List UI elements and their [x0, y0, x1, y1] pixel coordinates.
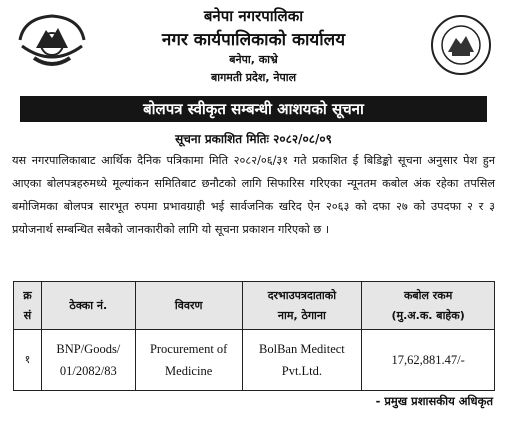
municipality-seal-icon	[430, 14, 492, 76]
cell-serial: १	[14, 330, 42, 391]
col-description: विवरण	[135, 282, 242, 330]
notice-body: यस नगरपालिकाबाट आर्थिक दैनिक पत्रिकामा मिति २०८२/०६/३१ गते प्रकाशित ई बिडिङ्को सूचना अनुसार पेश हुन आएका बोलपत्रहरुमध्ये मूल्यांकन समितिबाट छनौटको लागि सिफारिस गरिएका न्यूनतम कबोल अंक रहेका तपसिल बमोजिमका बोलपत्र सारभूत रुपमा प्रभावग्राही भई सार्वजनिक खरिद ऐन २०६३ को दफा २७ को उपदफा २ र ३ प्रयोजनार्थ सम्बन्धित सबैको जानकारीको लागि यो सूचना प्रकाशन गरिएको छ ।	[12, 154, 495, 236]
office-location: बनेपा, काभ्रे	[229, 53, 278, 66]
cell-description: Procurement of Medicine	[135, 330, 242, 391]
office-province: बागमती प्रदेश, नेपाल	[210, 71, 297, 84]
col-contract-no: ठेक्का नं.	[41, 282, 135, 330]
cell-amount: 17,62,881.47/-	[362, 330, 495, 391]
cell-bidder: BolBan Meditect Pvt.Ltd.	[242, 330, 362, 391]
col-bidder: दरभाउपत्रदाताको नाम, ठेगाना	[242, 282, 362, 330]
table-row	[14, 330, 495, 391]
col-serial: क्र सं	[14, 282, 42, 330]
notice-header	[0, 0, 507, 110]
notice-title: बोलपत्र स्वीकृत सम्बन्धी आशयको सूचना	[20, 96, 487, 122]
cell-contract-no: BNP/Goods/ 01/2082/83	[41, 330, 135, 391]
published-date: सूचना प्रकाशित मितिः २०८२/०८/०९	[175, 132, 332, 146]
office-name: नगर कार्यपालिकाको कार्यालय	[161, 30, 346, 50]
bid-table	[13, 281, 495, 391]
municipality-name: बनेपा नगरपालिका	[203, 7, 304, 25]
col-amount: कबोल रकम (मु.अ.क. बाहेक)	[362, 282, 495, 330]
table-header-row	[14, 282, 495, 330]
signature: - प्रमुख प्रशासकीय अधिकृत	[375, 394, 493, 408]
